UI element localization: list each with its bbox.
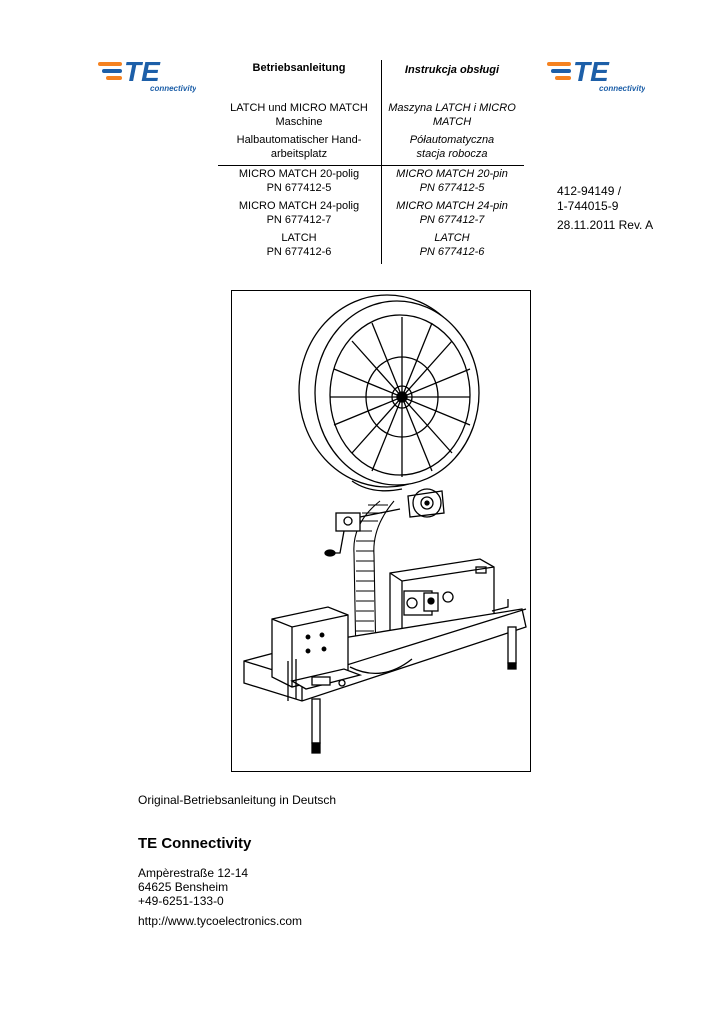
de-model-3 xyxy=(222,231,376,259)
feeder-wheel-drawing xyxy=(408,489,444,517)
pl-workplace-line-1: Półautomatyczna xyxy=(409,134,495,146)
caption-original-language: Original-Betriebsanleitung in Deutsch xyxy=(138,793,337,807)
te-logo-right xyxy=(545,52,645,94)
pl-model-name: MICRO MATCH 24-pin xyxy=(396,200,508,212)
pl-machine-line-2: MATCH xyxy=(432,116,472,128)
pl-model-pn: PN 677412-6 xyxy=(419,246,485,258)
pl-model-name: MICRO MATCH 20-pin xyxy=(396,168,508,180)
header-divider xyxy=(218,165,524,166)
de-workplace xyxy=(222,133,376,161)
de-workplace-line-2: arbeitsplatz xyxy=(270,148,328,160)
machine-illustration xyxy=(231,290,531,772)
de-model-pn: PN 677412-5 xyxy=(266,182,332,194)
logo-text: TE xyxy=(573,56,609,87)
pl-model-3 xyxy=(383,231,521,259)
column-divider xyxy=(381,60,382,264)
de-title: Betriebsanleitung xyxy=(252,62,346,74)
address-street: Ampèrestraße 12-14 xyxy=(138,866,249,880)
machine-drawing xyxy=(232,291,530,771)
pl-model-1 xyxy=(383,167,521,195)
te-logo-icon xyxy=(96,52,196,94)
pl-title: Instrukcja obsługi xyxy=(404,64,500,76)
de-machine-line-1: LATCH und MICRO MATCH xyxy=(230,102,368,114)
de-workplace-line-1: Halbautomatischer Hand- xyxy=(236,134,362,146)
de-model-name: LATCH xyxy=(281,232,317,244)
company-address xyxy=(138,866,248,908)
logo-text: TE xyxy=(124,56,160,87)
de-model-1 xyxy=(222,167,376,195)
address-phone: +49-6251-133-0 xyxy=(138,894,224,908)
de-model-name: MICRO MATCH 20-polig xyxy=(238,168,360,180)
pl-model-pn: PN 677412-7 xyxy=(419,214,485,226)
de-model-pn: PN 677412-6 xyxy=(266,246,332,258)
pl-model-2 xyxy=(383,199,521,227)
pl-model-pn: PN 677412-5 xyxy=(419,182,485,194)
document-number-line-1: 412-94149 / xyxy=(557,184,622,198)
de-model-name: MICRO MATCH 24-polig xyxy=(238,200,360,212)
document-number xyxy=(557,184,621,214)
pl-workplace xyxy=(383,133,521,161)
pl-workplace-line-2: stacja robocza xyxy=(416,148,488,160)
document-date-revision: 28.11.2011 Rev. A xyxy=(557,218,654,232)
te-logo-icon xyxy=(545,52,645,94)
address-city: 64625 Bensheim xyxy=(138,880,229,894)
de-machine-line-2: Maschine xyxy=(275,116,323,128)
lever-arm-drawing xyxy=(325,509,400,556)
reel-drawing xyxy=(299,295,479,491)
de-model-pn: PN 677412-7 xyxy=(266,214,332,226)
pl-model-name: LATCH xyxy=(434,232,470,244)
de-model-2 xyxy=(222,199,376,227)
pl-machine xyxy=(383,101,521,129)
logo-subtext: connectivity xyxy=(599,84,645,93)
logo-subtext: connectivity xyxy=(150,84,196,93)
te-logo-left xyxy=(96,52,196,94)
company-name: TE Connectivity xyxy=(138,835,252,852)
pl-machine-line-1: Maszyna LATCH i MICRO xyxy=(388,102,516,114)
website-link[interactable]: http://www.tycoelectronics.com xyxy=(138,914,303,928)
de-machine xyxy=(222,101,376,129)
document-number-line-2: 1-744015-9 xyxy=(557,199,619,213)
